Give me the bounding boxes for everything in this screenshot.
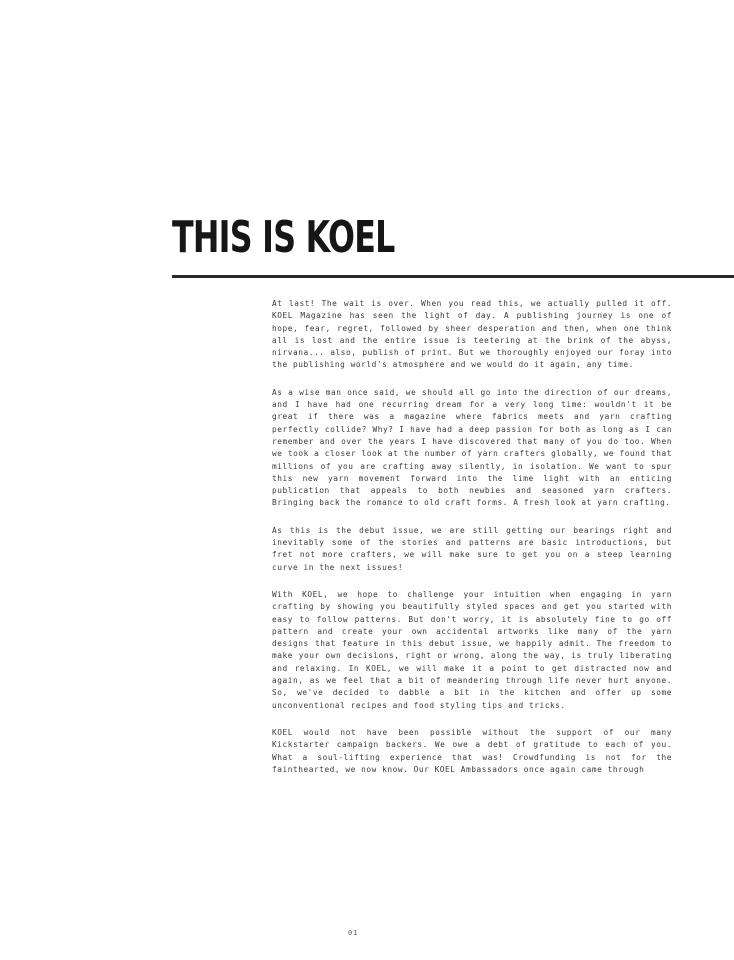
- title-divider: [172, 275, 734, 278]
- page-title: THIS IS KOEL: [172, 212, 395, 263]
- paragraph: With KOEL, we hope to challenge your intuition when engaging in yarn crafting by showing you beautifully styled spaces and get you started with easy to follow patterns. But don't worry, it is absolutely fine to go off pattern and create your own accidental artworks like many of the yarn designs that feature in this debut issue, we happily admit. The freedom to make your own decisions, right or wrong, along the way, is truly liberating and relaxing. In KOEL, we will make it a point to get distracted now and again, as we feel that a bit of meandering through life never hurt anyone. So, we've decided to dabble a bit in the kitchen and offer up some unconventional recipes and food styling tips and tricks.: [272, 589, 672, 710]
- article-body: [272, 298, 672, 791]
- paragraph: As this is the debut issue, we are still getting our bearings right and inevitably some of the stories and patterns are basic introductions, but fret not more crafters, we will make sure to get you on a steep learning curve in the next issues!: [272, 525, 672, 572]
- paragraph: As a wise man once said, we should all go into the direction of our dreams, and I have had one recurring dream for a very long time: wouldn't it be great if there was a magazine where fabrics meets and yarn crafting perfectly collide? Why? I have had a deep passion for both as long as I can remember and over the years I have discovered that many of you do too. When we took a closer look at the number of yarn crafters globally, we found that millions of you are crafting away silently, in isolation. We want to spur this new yarn movement forward into the lime light with an enticing publication that appeals to both newbies and seasoned yarn crafters. Bringing back the romance to old craft forms. A fresh look at yarn crafting.: [272, 387, 672, 508]
- paragraph: At last! The wait is over. When you read this, we actually pulled it off. KOEL Magazine has seen the light of day. A publishing journey is one of hope, fear, regret, followed by sheer desperation and then, when one think all is lost and the entire issue is teetering at the brink of the abyss, nirvana... also, publish of print. But we thoroughly enjoyed our foray into the publishing world's atmosphere and we would do it again, any time.: [272, 299, 672, 370]
- paragraph: KOEL would not have been possible without the support of our many Kickstarter campaign backers. We owe a debt of gratitude to each of you. What a soul-lifting experience that was! Crowdfunding is not for the fainthearted, we now know. Our KOEL Ambassadors once again came through: [272, 727, 672, 774]
- page-number: 01: [348, 929, 359, 937]
